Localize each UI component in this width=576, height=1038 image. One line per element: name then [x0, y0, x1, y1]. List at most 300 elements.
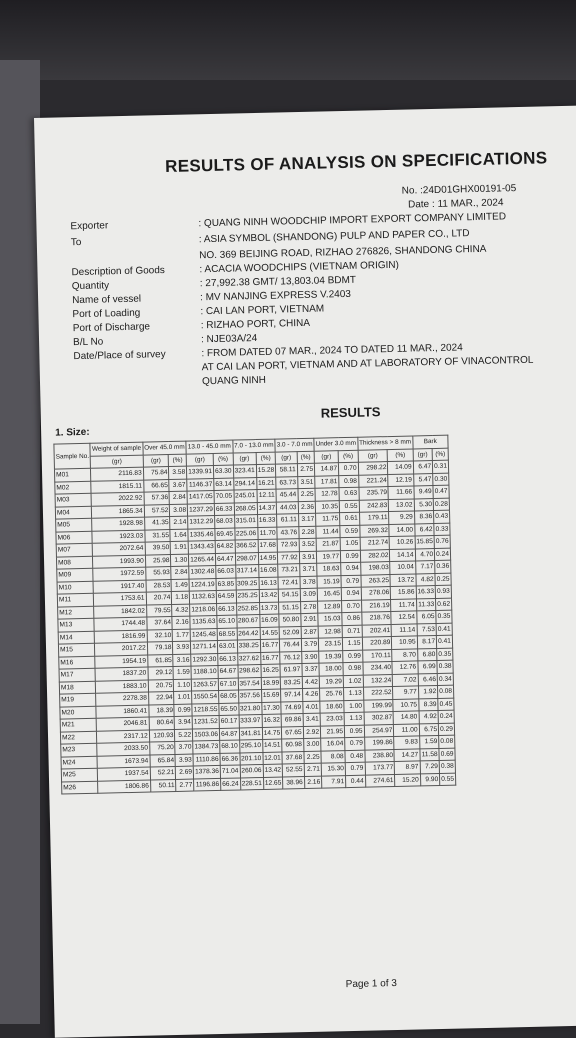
table-cell: 64.59 [216, 590, 236, 603]
table-cell: 65.84 [150, 754, 176, 767]
unit-header: (%) [213, 453, 233, 466]
table-cell: 221.24 [358, 474, 388, 487]
table-cell: 14.27 [394, 748, 419, 761]
field-label: Exporter [70, 220, 109, 233]
table-cell: 22.94 [148, 691, 174, 704]
table-cell: 25.76 [320, 688, 344, 701]
table-cell: 2.71 [304, 763, 322, 776]
table-cell: 7.29 [420, 760, 440, 773]
table-cell: 2278.38 [96, 692, 149, 706]
table-cell: 1883.10 [96, 680, 149, 694]
table-cell: 1.49 [171, 579, 189, 592]
sample-id-cell: M05 [56, 518, 93, 531]
table-cell: 1.64 [170, 529, 188, 542]
table-cell: 0.59 [340, 525, 360, 538]
sample-id-cell: M07 [56, 543, 93, 556]
table-cell: 2.36 [298, 501, 316, 514]
table-cell: 12.54 [391, 611, 416, 624]
table-cell: 16.45 [317, 588, 341, 601]
table-cell: 6.47 [413, 461, 433, 474]
table-cell: 2.91 [300, 613, 318, 626]
table-cell: 3.00 [303, 738, 321, 751]
table-cell: 3.17 [298, 513, 316, 526]
table-cell: 31.55 [145, 529, 171, 542]
table-cell: 66.03 [216, 565, 236, 578]
sample-id-cell: M14 [58, 631, 95, 644]
table-cell: 0.79 [345, 762, 365, 775]
table-cell: 0.99 [340, 550, 360, 563]
table-cell: 70.05 [214, 490, 234, 503]
table-cell: 264.42 [237, 627, 260, 640]
table-cell: 3.91 [299, 551, 317, 564]
table-cell: 1.59 [419, 735, 439, 748]
table-cell: 79.18 [147, 641, 173, 654]
table-cell: 0.28 [433, 498, 449, 511]
table-cell: 2.28 [298, 526, 316, 539]
table-cell: 341.81 [239, 727, 262, 740]
table-cell: 0.48 [345, 750, 365, 763]
table-cell: 1744.48 [94, 617, 147, 631]
table-cell: 14.87 [314, 463, 338, 476]
sample-id-cell: M17 [59, 668, 96, 681]
table-cell: 0.70 [342, 600, 362, 613]
table-cell: 16.77 [260, 652, 280, 665]
table-cell: 202.41 [362, 624, 392, 637]
table-cell: 76.44 [280, 639, 302, 652]
table-cell: 63.30 [213, 465, 233, 478]
size-heading: 1. Size: [55, 426, 90, 439]
table-cell: 10.04 [390, 561, 415, 574]
table-cell: 1339.91 [187, 466, 214, 479]
table-cell: 0.38 [437, 660, 453, 673]
table-cell: 61.85 [147, 654, 173, 667]
table-cell: 0.99 [343, 650, 363, 663]
table-cell: 1417.05 [187, 491, 214, 504]
table-cell: 0.24 [434, 548, 450, 561]
table-cell: 16.21 [256, 477, 276, 490]
table-cell: 63.01 [217, 640, 237, 653]
table-cell: 16.33 [257, 514, 277, 527]
table-cell: 228.51 [240, 777, 263, 790]
table-cell: 6.99 [418, 660, 438, 673]
table-cell: 9.29 [389, 511, 414, 524]
table-cell: 6.80 [417, 648, 437, 661]
table-cell: 3.08 [170, 504, 188, 517]
table-cell: 18.39 [148, 704, 174, 717]
table-cell: 3.52 [299, 538, 317, 551]
table-cell: 238.80 [364, 749, 394, 762]
table-cell: 64.87 [219, 728, 239, 741]
table-cell: 4.26 [302, 688, 320, 701]
table-cell: 3.94 [175, 716, 193, 729]
table-cell: 5.22 [175, 729, 193, 742]
sample-id-cell: M24 [61, 756, 98, 769]
table-cell: 1816.99 [95, 630, 148, 644]
sample-id-cell: M22 [60, 731, 97, 744]
table-cell: 12.78 [315, 488, 339, 501]
table-cell: 1218.06 [190, 603, 217, 616]
table-cell: 67.65 [282, 726, 304, 739]
table-cell: 1917.40 [93, 580, 146, 594]
table-cell: 235.79 [359, 487, 389, 500]
table-cell: 15.86 [391, 586, 416, 599]
table-cell: 1.13 [344, 687, 364, 700]
table-cell: 2.16 [304, 776, 322, 789]
table-cell: 1815.11 [91, 480, 144, 494]
table-cell: 0.79 [345, 737, 365, 750]
table-cell: 1384.73 [193, 740, 220, 753]
sample-id-cell: M13 [58, 618, 95, 631]
table-cell: 216.19 [361, 599, 391, 612]
field-label: B/L No [72, 336, 104, 349]
table-cell: 0.35 [436, 610, 452, 623]
table-cell: 263.25 [361, 574, 391, 587]
table-cell: 11.75 [316, 513, 340, 526]
sample-id-cell: M09 [57, 568, 94, 581]
table-cell: 3.78 [300, 576, 318, 589]
table-cell: 3.16 [173, 654, 191, 667]
desk-background-left [0, 60, 40, 1024]
table-cell: 0.08 [439, 735, 455, 748]
table-cell: 66.24 [221, 777, 241, 790]
table-cell: 61.97 [280, 664, 302, 677]
table-cell: 179.11 [359, 512, 389, 525]
page-number: Page 1 of 3 [345, 977, 398, 991]
table-cell: 2022.92 [91, 492, 144, 506]
table-cell: 7.02 [393, 673, 418, 686]
table-cell: 18.60 [320, 700, 344, 713]
table-cell: 16.77 [260, 639, 280, 652]
field-label: Date/Place of survey [73, 349, 166, 363]
table-cell: 1312.29 [188, 516, 215, 529]
unit-header: (gr) [358, 449, 388, 462]
table-cell: 73.21 [278, 564, 300, 577]
table-cell: 66.13 [218, 653, 238, 666]
table-cell: 19.77 [316, 550, 340, 563]
table-cell: 6.75 [419, 723, 439, 736]
table-cell: 294.14 [233, 477, 256, 490]
table-cell: 16.32 [262, 714, 282, 727]
table-cell: 0.93 [435, 585, 451, 598]
table-cell: 11.74 [391, 598, 416, 611]
table-cell: 79.55 [146, 604, 172, 617]
table-cell: 12.98 [318, 625, 342, 638]
field-label: Quantity [71, 280, 110, 293]
table-cell: 2017.22 [95, 642, 148, 656]
table-cell: 44.03 [276, 501, 298, 514]
table-cell: 1263.57 [191, 678, 218, 691]
table-cell: 39.50 [145, 542, 171, 555]
table-cell: 3.70 [175, 741, 193, 754]
table-cell: 2.87 [301, 626, 319, 639]
table-cell: 63.73 [276, 476, 298, 489]
table-cell: 38.96 [283, 776, 305, 789]
table-cell: 0.36 [435, 560, 451, 573]
sample-id-cell: M10 [57, 581, 94, 594]
table-cell: 23.15 [318, 638, 342, 651]
sample-id-cell: M03 [55, 493, 92, 506]
table-cell: 19.39 [319, 650, 343, 663]
table-cell: 68.03 [215, 515, 235, 528]
table-cell: 0.95 [344, 725, 364, 738]
table-cell: 0.30 [433, 473, 449, 486]
table-body [54, 460, 455, 794]
table-cell: 12.01 [263, 752, 283, 765]
table-cell: 1135.63 [190, 615, 217, 628]
table-cell: 225.06 [234, 527, 257, 540]
table-cell: 245.01 [234, 490, 257, 503]
table-cell: 1224.19 [189, 578, 216, 591]
table-cell: 3.79 [301, 638, 319, 651]
table-cell: 4.01 [302, 701, 320, 714]
table-cell: 14.14 [390, 548, 415, 561]
table-cell: 2.84 [171, 566, 189, 579]
table-cell: 2.69 [176, 766, 194, 779]
table-cell: 1343.43 [188, 540, 215, 553]
table-cell: 25.98 [145, 554, 171, 567]
table-cell: 1245.48 [190, 628, 217, 641]
table-cell: 1928.98 [92, 517, 145, 531]
table-cell: 60.17 [219, 715, 239, 728]
table-cell: 0.55 [339, 500, 359, 513]
table-cell: 1132.63 [189, 590, 216, 603]
table-cell: 2.14 [170, 516, 188, 529]
column-header: Thickness > 8 mm [357, 436, 412, 450]
field-value: : ACACIA WOODCHIPS (VIETNAM ORIGIN) [199, 259, 400, 276]
table-cell: 298.22 [358, 462, 388, 475]
table-cell: 18.63 [317, 563, 341, 576]
table-cell: 13.73 [259, 602, 279, 615]
table-cell: 2072.64 [93, 542, 146, 556]
table-cell: 199.86 [364, 736, 394, 749]
table-cell: 15.19 [317, 575, 341, 588]
table-cell: 3.41 [303, 713, 321, 726]
table-cell: 2116.83 [91, 467, 144, 481]
sample-id-cell: M02 [55, 481, 92, 494]
table-cell: 41.35 [144, 517, 170, 530]
table-cell: 1335.46 [188, 528, 215, 541]
document-number: No. :24D01GHX00191-05 [401, 183, 517, 197]
table-cell: 1.00 [344, 700, 364, 713]
table-cell: 54.15 [278, 589, 300, 602]
table-cell: 15.85 [415, 536, 435, 549]
field-value: : RIZHAO PORT, CHINA [200, 317, 311, 332]
sample-id-cell: M18 [59, 681, 96, 694]
table-cell: 60.98 [282, 739, 304, 752]
table-cell: 132.24 [363, 674, 393, 687]
table-cell: 0.08 [438, 685, 454, 698]
table-cell: 0.25 [435, 573, 451, 586]
table-cell: 0.70 [338, 462, 358, 475]
table-cell: 51.15 [279, 601, 301, 614]
table-cell: 8.17 [417, 636, 437, 649]
table-cell: 0.24 [438, 710, 454, 723]
table-cell: 1.30 [171, 554, 189, 567]
table-cell: 12.76 [392, 661, 417, 674]
table-cell: 120.93 [149, 729, 175, 742]
table-cell: 0.79 [341, 575, 361, 588]
sample-id-cell: M25 [61, 768, 98, 781]
field-value: AT CAI LAN PORT, VIETNAM AND AT LABORATORY OF VINACONTROL [201, 354, 534, 374]
table-cell: 9.49 [414, 486, 434, 499]
table-cell: 212.74 [360, 537, 390, 550]
sample-id-cell: M19 [60, 693, 97, 706]
table-cell: 68.10 [220, 740, 240, 753]
field-label: Port of Loading [72, 307, 141, 321]
table-cell: 199.99 [363, 699, 393, 712]
table-cell: 11.00 [394, 723, 419, 736]
table-cell: 18.00 [319, 663, 343, 676]
table-cell: 13.02 [389, 498, 414, 511]
table-cell: 254.97 [364, 724, 394, 737]
table-cell: 0.94 [341, 587, 361, 600]
table-cell: 12.19 [388, 473, 413, 486]
table-cell: 8.70 [392, 648, 417, 661]
table-cell: 6.05 [416, 611, 436, 624]
table-cell: 170.11 [362, 649, 392, 662]
table-cell: 1302.48 [189, 565, 216, 578]
table-cell: 0.45 [438, 698, 454, 711]
table-cell: 12.11 [257, 489, 277, 502]
column-header: 13.0 - 45.0 mm [186, 440, 233, 454]
unit-header: (gr) [413, 448, 433, 461]
field-value: : CAI LAN PORT, VIETNAM [200, 303, 325, 318]
table-cell: 315.01 [234, 515, 257, 528]
table-cell: 16.08 [258, 564, 278, 577]
table-cell: 65.50 [219, 703, 239, 716]
table-cell: 58.11 [276, 464, 298, 477]
table-cell: 1146.37 [187, 478, 214, 491]
table-cell: 4.92 [419, 710, 439, 723]
table-cell: 0.61 [340, 512, 360, 525]
table-cell: 21.95 [320, 725, 344, 738]
table-cell: 37.68 [282, 751, 304, 764]
table-cell: 6.46 [418, 673, 438, 686]
field-label: To [70, 236, 82, 249]
table-cell: 0.33 [434, 523, 450, 536]
table-cell: 72.93 [277, 539, 299, 552]
table-cell: 14.75 [262, 727, 282, 740]
table-cell: 4.42 [302, 676, 320, 689]
table-cell: 14.95 [258, 552, 278, 565]
table-cell: 1.05 [340, 537, 360, 550]
table-cell: 43.76 [277, 526, 299, 539]
table-cell: 1993.90 [93, 555, 146, 569]
table-cell: 15.03 [318, 613, 342, 626]
table-cell: 222.52 [363, 687, 393, 700]
table-cell: 0.98 [343, 662, 363, 675]
table-cell: 0.99 [174, 704, 192, 717]
sample-id-cell: M21 [60, 718, 97, 731]
table-cell: 0.62 [436, 598, 452, 611]
field-value: : 27,992.38 GMT/ 13,803.04 BDMT [199, 274, 357, 290]
table-cell: 2.25 [298, 488, 316, 501]
unit-header: (%) [432, 448, 448, 461]
table-cell: 1.01 [174, 691, 192, 704]
table-cell: 1972.59 [93, 567, 146, 581]
table-cell: 68.05 [219, 690, 239, 703]
table-cell: 2.16 [172, 616, 190, 629]
table-cell: 14.00 [389, 523, 414, 536]
table-cell: 1110.86 [193, 753, 220, 766]
table-cell: 1188.10 [191, 665, 218, 678]
table-cell: 235.25 [236, 590, 259, 603]
table-cell: 63.85 [216, 578, 236, 591]
table-cell: 66.65 [143, 479, 169, 492]
table-cell: 0.41 [436, 623, 452, 636]
table-cell: 13.42 [263, 764, 283, 777]
table-cell: 80.64 [149, 716, 175, 729]
table-cell: 97.14 [281, 689, 303, 702]
sample-id-cell: M26 [62, 781, 99, 794]
document-date: Date : 11 MAR., 2024 [407, 197, 504, 211]
table-cell: 64.47 [215, 553, 235, 566]
table-cell: 12.89 [318, 600, 342, 613]
table-cell: 295.10 [239, 739, 262, 752]
unit-header: (gr) [143, 454, 169, 467]
table-cell: 1378.36 [193, 765, 220, 778]
table-cell: 66.13 [217, 603, 237, 616]
table-cell: 8.39 [418, 698, 438, 711]
table-cell: 52.09 [279, 626, 301, 639]
table-cell: 0.41 [436, 635, 452, 648]
table-cell: 3.67 [169, 479, 187, 492]
table-cell: 1.59 [173, 666, 191, 679]
table-cell: 14.55 [260, 627, 280, 640]
table-cell: 17.81 [315, 475, 339, 488]
sample-id-cell: M20 [60, 706, 97, 719]
table-cell: 0.63 [339, 487, 359, 500]
table-cell: 57.52 [144, 504, 170, 517]
table-cell: 11.66 [388, 486, 413, 499]
table-cell: 323.41 [233, 465, 256, 478]
table-cell: 298.07 [235, 552, 258, 565]
table-cell: 13.72 [390, 573, 415, 586]
table-cell: 268.05 [234, 502, 257, 515]
table-cell: 321.80 [238, 702, 261, 715]
table-cell: 280.67 [236, 615, 259, 628]
table-cell: 0.35 [437, 648, 453, 661]
table-cell: 1237.29 [187, 503, 214, 516]
table-cell: 28.53 [146, 579, 172, 592]
table-cell: 66.36 [220, 753, 240, 766]
table-cell: 220.89 [362, 637, 392, 650]
table-cell: 69.86 [281, 714, 303, 727]
table-cell: 1923.03 [92, 530, 145, 544]
table-cell: 5.30 [414, 498, 434, 511]
table-cell: 298.62 [237, 664, 260, 677]
table-cell: 15.69 [261, 689, 281, 702]
table-cell: 3.58 [169, 466, 187, 479]
field-value: : QUANG NINH WOODCHIP IMPORT EXPORT COMPANY LIMITED [198, 211, 507, 230]
table-cell: 278.06 [361, 587, 391, 600]
table-cell: 68.55 [217, 628, 237, 641]
table-cell: 11.44 [316, 525, 340, 538]
table-cell: 83.25 [280, 676, 302, 689]
table-cell: 1.77 [173, 629, 191, 642]
table-cell: 1.13 [344, 712, 364, 725]
field-value: NO. 369 BEIJING ROAD, RIZHAO 276826, SHANDONG CHINA [199, 243, 487, 262]
table-cell: 55.93 [145, 567, 171, 580]
table-cell: 63.14 [214, 478, 234, 491]
table-cell: 333.97 [239, 714, 262, 727]
table-cell: 10.35 [315, 500, 339, 513]
table-cell: 1860.41 [96, 705, 149, 719]
unit-header: (gr) [314, 450, 338, 463]
table-cell: 2.75 [297, 463, 315, 476]
table-cell: 198.03 [360, 562, 390, 575]
field-value: : FROM DATED 07 MAR., 2024 TO DATED 11 MAR., 2024 [201, 342, 463, 360]
